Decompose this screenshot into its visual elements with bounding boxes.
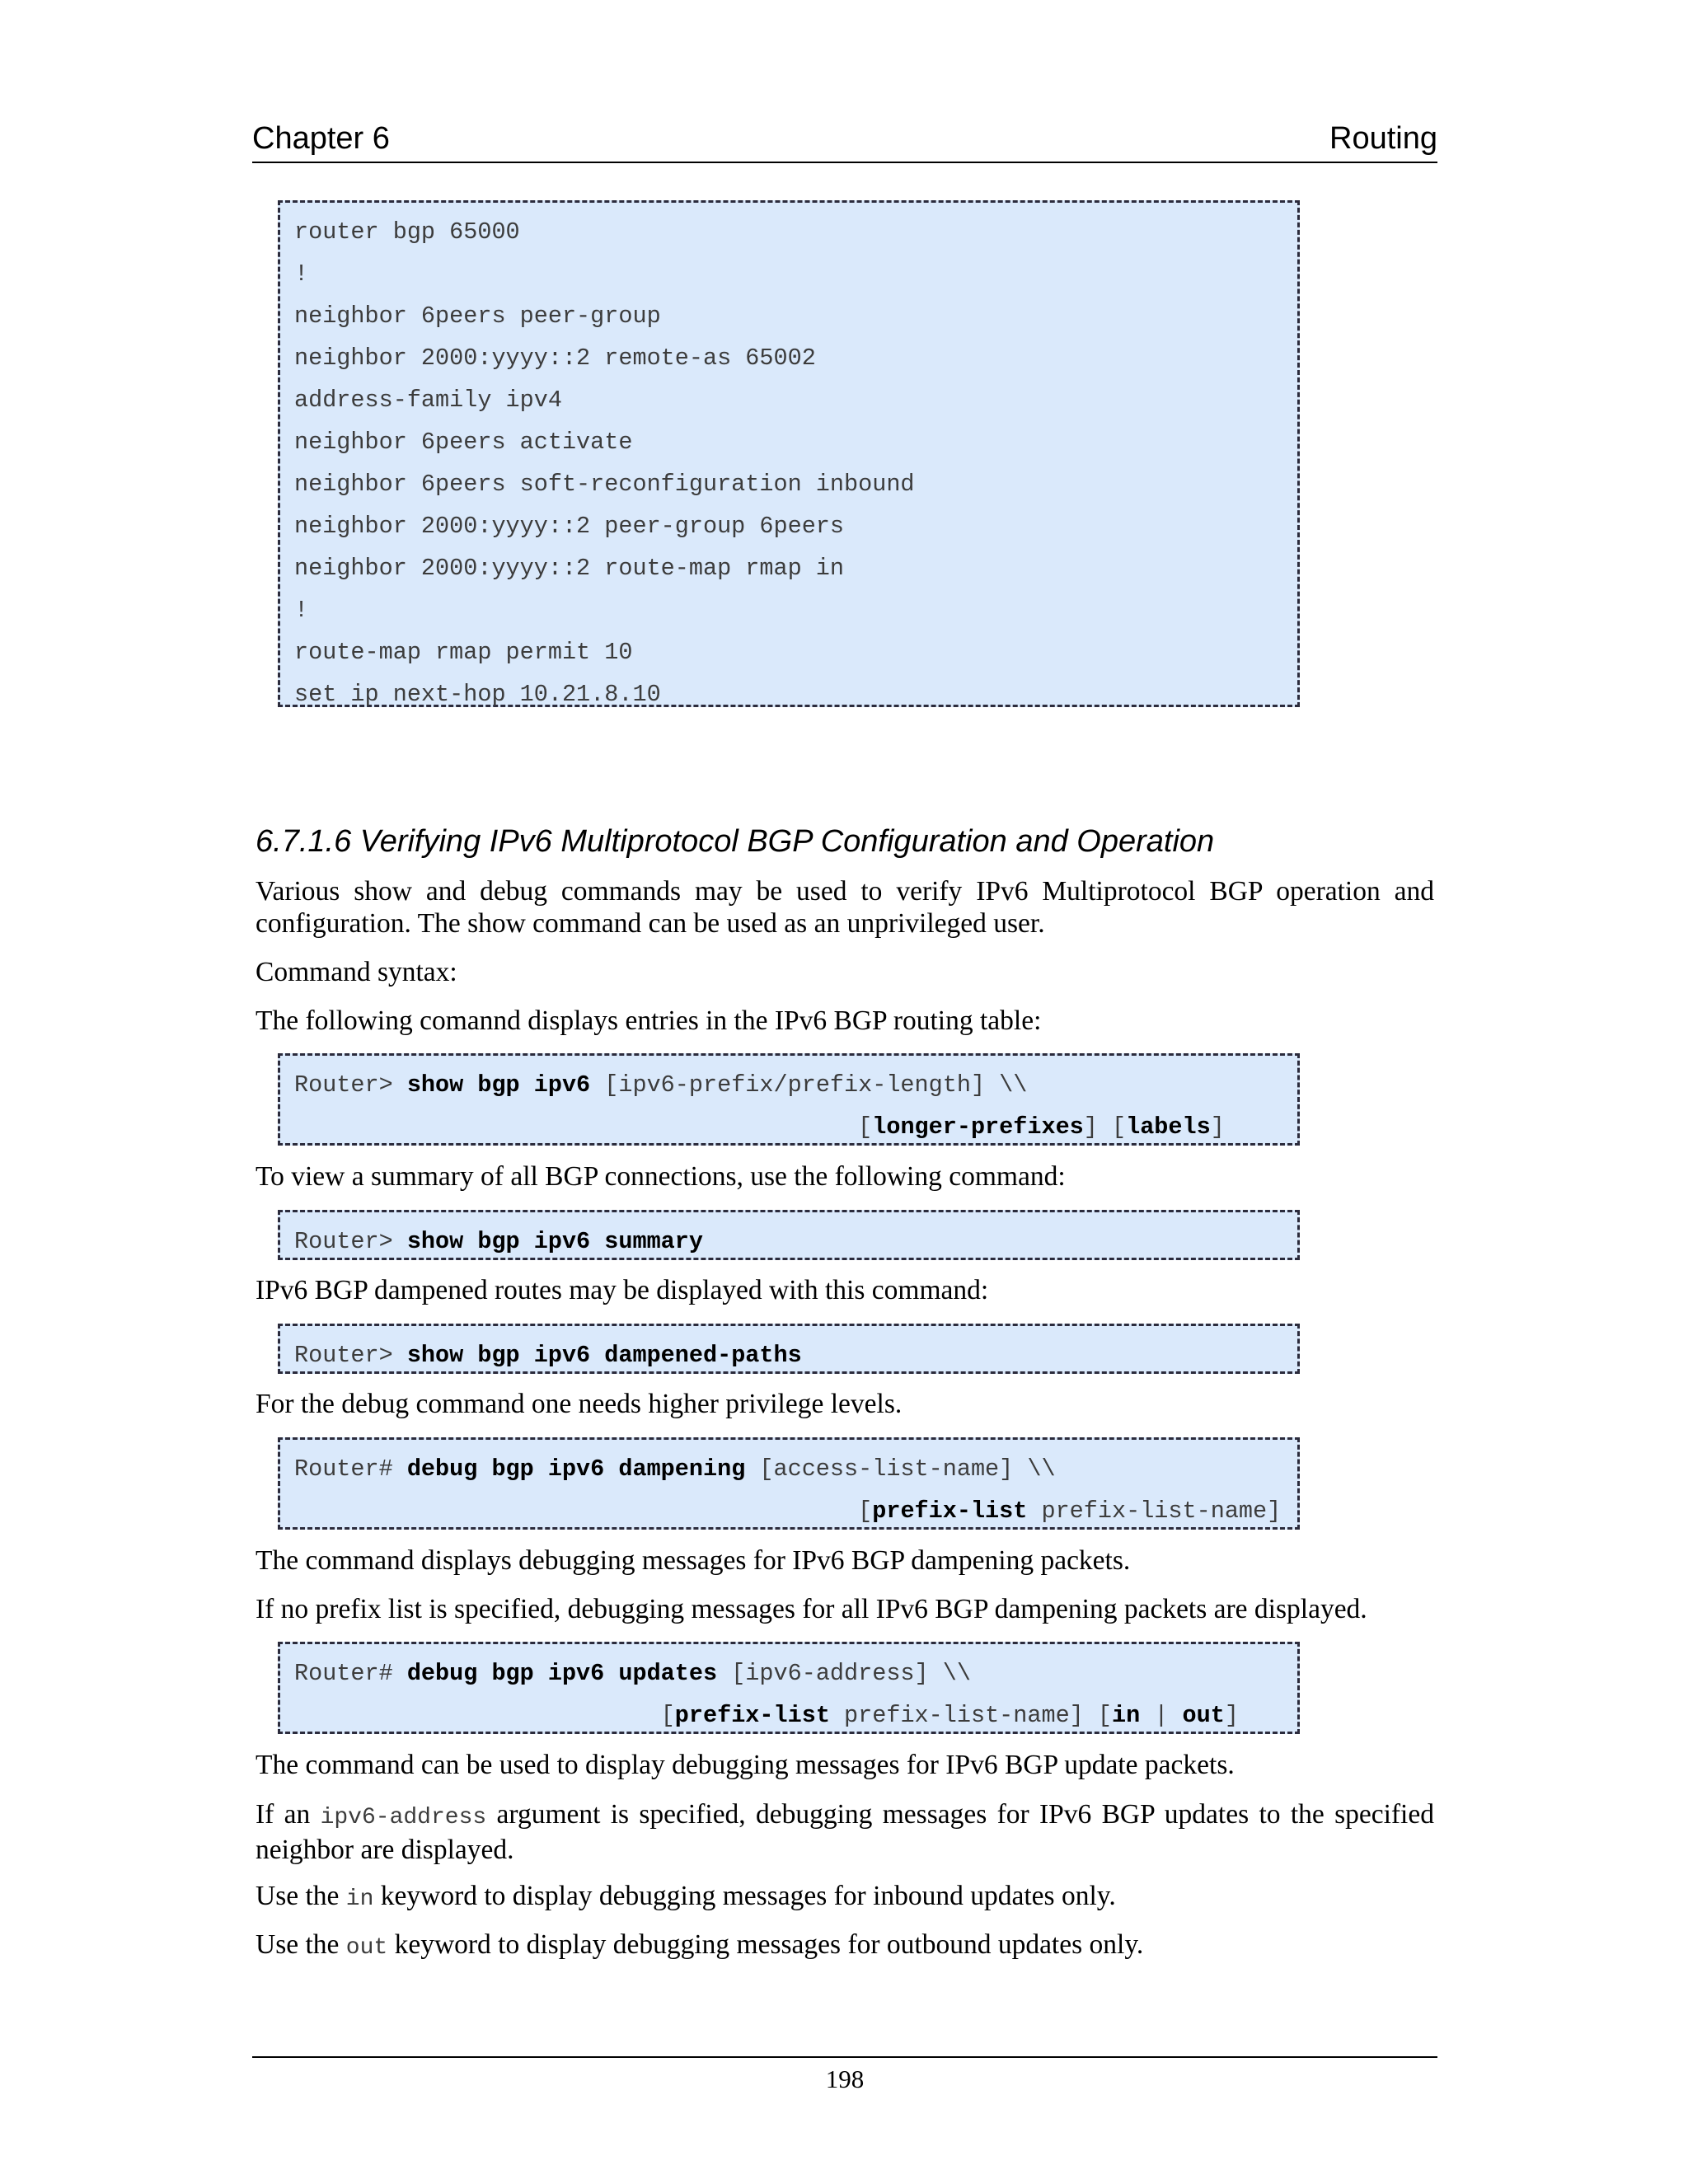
out-keyword-desc: Use the out keyword to display debugging messages for outbound updates only. xyxy=(256,1929,1144,1961)
code-line: address-family ipv4 xyxy=(294,387,562,414)
routing-table-text: The following comannd displays entries in the IPv6 BGP routing table: xyxy=(256,1005,1042,1036)
dampened-text: IPv6 BGP dampened routes may be displayed with this command: xyxy=(256,1275,989,1305)
debug-privilege-text: For the debug command one needs higher privilege levels. xyxy=(256,1389,903,1419)
summary-text: To view a summary of all BGP connections, use the following command: xyxy=(256,1161,1066,1192)
debug-dampening-code-block xyxy=(278,1437,1300,1530)
page-footer xyxy=(252,2056,1437,2096)
code-line: ! xyxy=(294,260,309,288)
updates-desc: The command can be used to display debugging messages for IPv6 BGP update packets. xyxy=(256,1750,1235,1780)
intro-paragraph: Various show and debug commands may be used to verify IPv6 Multiprotocol BGP operation and configuration. The show command can be used as an unprivileged user. xyxy=(256,876,1434,939)
debug-updates-code-block xyxy=(278,1642,1300,1734)
code-line: route-map rmap permit 10 xyxy=(294,639,633,666)
code-line: set ip next-hop 10.21.8.10 xyxy=(294,681,661,708)
code-line: ! xyxy=(294,597,309,624)
code-line: neighbor 2000:yyyy::2 route-map rmap in xyxy=(294,555,845,582)
ipv6-address-desc: If an ipv6-address argument is specified, debugging messages for IPv6 BGP updates to the specified neighbor are displayed. xyxy=(256,1799,1434,1865)
code-line: neighbor 2000:yyyy::2 remote-as 65002 xyxy=(294,344,816,372)
code-line: [prefix-list prefix-list-name] xyxy=(858,1497,1282,1525)
bgp-config-code-block xyxy=(278,200,1300,707)
dampening-desc: The command displays debugging messages for IPv6 BGP dampening packets. xyxy=(256,1545,1131,1576)
code-line: neighbor 6peers soft-reconfiguration inbound xyxy=(294,471,915,498)
chapter-label: Chapter 6 xyxy=(252,121,390,156)
no-prefix-desc: If no prefix list is specified, debugging messages for all IPv6 BGP dampening packets are displayed. xyxy=(256,1594,1367,1624)
section-heading: 6.7.1.6 Verifying IPv6 Multiprotocol BGP Configuration and Operation xyxy=(256,824,1215,859)
code-line: router bgp 65000 xyxy=(294,218,520,246)
code-line: Router# debug bgp ipv6 dampening [access-list-name] \\ xyxy=(294,1455,1056,1483)
code-line: Router> show bgp ipv6 dampened-paths xyxy=(294,1342,802,1369)
code-line: [prefix-list prefix-list-name] [in | out] xyxy=(660,1702,1239,1729)
dampened-code-block xyxy=(278,1324,1300,1374)
in-keyword-desc: Use the in keyword to display debugging messages for inbound updates only. xyxy=(256,1881,1116,1912)
code-line: Router> show bgp ipv6 summary xyxy=(294,1228,703,1255)
summary-code-block xyxy=(278,1210,1300,1260)
page-number: 198 xyxy=(825,2064,865,2093)
page-header xyxy=(252,120,1437,163)
show-bgp-code-block xyxy=(278,1053,1300,1146)
code-line: Router# debug bgp ipv6 updates [ipv6-address] \\ xyxy=(294,1660,971,1687)
section-label: Routing xyxy=(1329,121,1437,156)
code-line: neighbor 6peers activate xyxy=(294,429,633,456)
code-line: [longer-prefixes] [labels] xyxy=(858,1113,1225,1141)
code-line: neighbor 2000:yyyy::2 peer-group 6peers xyxy=(294,513,845,540)
code-line: Router> show bgp ipv6 [ipv6-prefix/prefix-length] \\ xyxy=(294,1071,1028,1099)
code-line: neighbor 6peers peer-group xyxy=(294,302,661,330)
syntax-label: Command syntax: xyxy=(256,957,457,987)
